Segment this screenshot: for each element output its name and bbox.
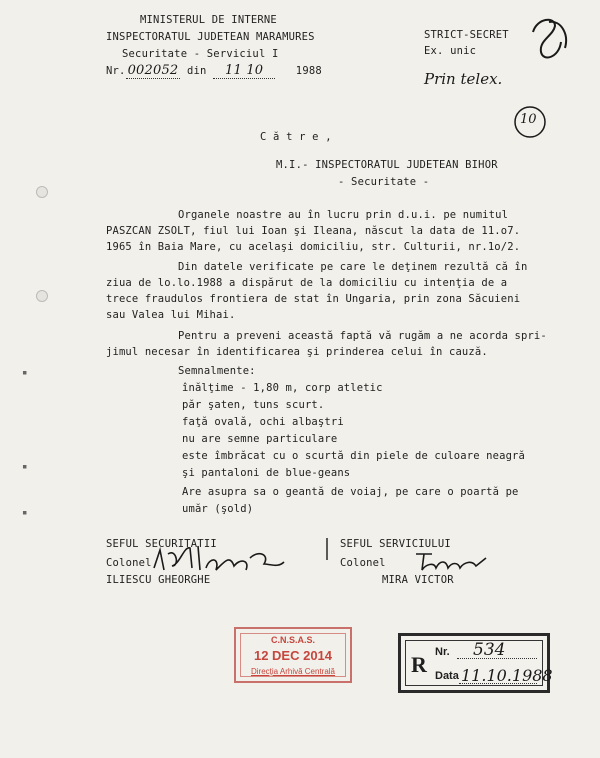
body-line-9: jimul necesar în identificarea şi prinderea celui în cauză. (106, 346, 488, 358)
header-inspectorate: INSPECTORATUL JUDETEAN MARAMURES (106, 31, 315, 43)
recipient-line2: - Securitate - (338, 176, 430, 188)
body-line-3: 1965 în Baia Mare, cu acelaşi domiciliu, str. Culturii, nr.1o/2. (106, 241, 521, 253)
header-registration-line (106, 64, 322, 78)
body-line-semnalmente: Semnalmente: (178, 365, 256, 377)
margin-mark-3: ▪ (22, 508, 28, 518)
registry-stamp-date-label: Data (435, 670, 459, 682)
nr-value: 002052 (127, 63, 179, 78)
handwritten-scribble-mark (525, 12, 575, 67)
header-ministry: MINISTERUL DE INTERNE (140, 14, 277, 26)
archive-stamp-dept: Direcţia Arhivă Centrală (250, 667, 336, 676)
registry-stamp-nr-label: Nr. (435, 646, 450, 658)
punch-hole-top (36, 186, 48, 198)
registry-stamp-nr-underline (457, 658, 537, 659)
circled-number: 10 (520, 112, 537, 127)
margin-mark-1: ▪ (22, 368, 28, 378)
registry-stamp-nr-value: 534 (473, 640, 506, 660)
signature-left-name: ILIESCU GHEORGHE (106, 574, 211, 586)
signature-right-title: SEFUL SERVICIULUI (340, 538, 451, 550)
header-service: Securitate - Serviciul I (122, 48, 279, 60)
description-line-6: şi pantaloni de blue-geans (182, 467, 351, 479)
registry-stamp-letter: R (411, 652, 427, 677)
signature-left-title: SEFUL SECURITATII (106, 538, 217, 550)
description-line-2: păr şaten, tuns scurt. (182, 399, 325, 411)
signature-right-name: MIRA VICTOR (382, 574, 454, 586)
body-line-5: ziua de lo.lo.1988 a dispărut de la domiciliu cu intenţia de a (106, 277, 508, 289)
description-line-7: Are asupra sa o geantă de voiaj, pe care o poartă pe (182, 486, 519, 498)
registry-stamp (398, 633, 553, 693)
recipient-catre: C ă t r e , (260, 131, 332, 143)
signature-right-rank: Colonel (340, 557, 386, 569)
archive-stamp (234, 627, 352, 683)
punch-hole-middle (36, 290, 48, 302)
signature-right-scribble (412, 548, 492, 576)
archive-stamp-date: 12 DEC 2014 (253, 648, 333, 663)
signature-left-rank: Colonel (106, 557, 152, 569)
handwritten-telex-note: Prin telex. (424, 70, 503, 88)
registry-stamp-date-underline (459, 683, 537, 684)
margin-mark-2: ▪ (22, 462, 28, 472)
signature-left-scribble (150, 540, 290, 580)
body-line-1: Organele noastre au în lucru prin d.u.i. pe numitul (178, 209, 509, 221)
header-year: 1988 (295, 65, 322, 77)
recipient-line1: M.I.- INSPECTORATUL JUDETEAN BIHOR (276, 159, 498, 171)
classification-label: STRICT-SECRET (424, 29, 509, 41)
signature-divider-mark (322, 536, 332, 562)
description-line-4: nu are semne particulare (182, 433, 338, 445)
archive-stamp-org: C.N.S.A.S. (270, 635, 315, 645)
din-label: din (186, 65, 207, 77)
description-line-1: înălţime - 1,80 m, corp atletic (182, 382, 383, 394)
body-line-8: Pentru a preveni această faptă vă rugăm a ne acorda spri- (178, 330, 547, 342)
description-line-3: faţă ovală, ochi albaştri (182, 416, 344, 428)
body-line-7: sau Valea lui Mihai. (106, 309, 236, 321)
body-line-4: Din datele verificate pe care le deţinem rezultă că în (178, 261, 528, 273)
body-line-6: trece fraudulos frontiera de stat în Ungaria, prin zona Săcuieni (106, 293, 521, 305)
description-line-5: este îmbrăcat cu o scurtă din piele de culoare neagră (182, 450, 525, 462)
body-line-2: PASZCAN ZSOLT, fiul lui Ioan şi Ileana, născut la data de 11.o7. (106, 225, 521, 237)
nr-prefix: Nr. (106, 65, 126, 77)
description-line-8: umăr (şold) (182, 503, 254, 515)
registry-stamp-date-value: 11.10.1988 (461, 666, 553, 685)
date-day-month: 11 10 (213, 63, 275, 79)
copy-label: Ex. unic (424, 45, 477, 57)
